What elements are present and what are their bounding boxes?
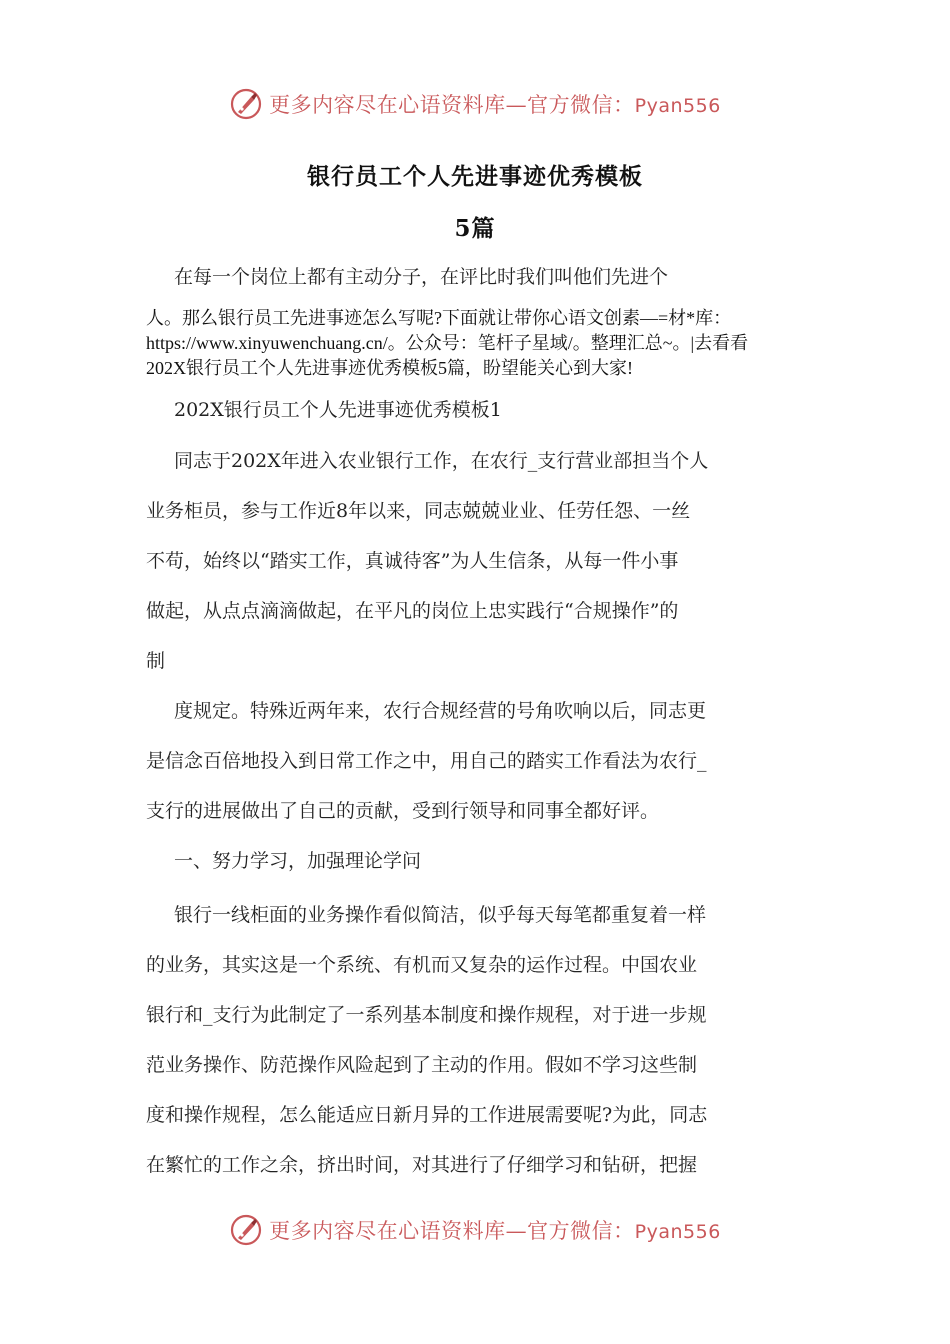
banner-text (269, 89, 721, 119)
intro-line: 202X银行员工个人先进事迹优秀模板5篇，盼望能关心到大家! (146, 358, 633, 378)
paragraph-line: 的业务，其实这是一个系统、有机而又复杂的运作过程。中国农业 (146, 954, 698, 976)
paragraph-line: 度和操作规程，怎么能适应日新月异的工作进展需要呢?为此，同志 (146, 1104, 708, 1126)
intro-first-line: 在每一个岗位上都有主动分子，在评比时我们叫他们先进个 (174, 266, 669, 288)
paragraph-line: 银行和_支行为此制定了一系列基本制度和操作规程，对于进一步规 (146, 1004, 707, 1026)
intro-line-link: https://www.xinyuwenchuang.cn/。公众号：笔杆子星域/。整理汇总~。|去看看 (146, 333, 749, 353)
paragraph-line: 支行的进展做出了自己的贡献，受到行领导和同事全都好评。 (146, 800, 660, 822)
paragraph-line: 度规定。特殊近两年来，农行合规经营的号角吹响以后，同志更 (174, 700, 707, 722)
paragraph-line: 银行一线柜面的业务操作看似简洁，似乎每天每笔都重复着一样 (174, 904, 707, 926)
paragraph-line: 是信念百倍地投入到日常工作之中，用自己的踏实工作看法为农行_ (146, 750, 707, 772)
paragraph-line: 业务柜员，参与工作近8年以来，同志兢兢业业、任劳任怨、一丝 (146, 500, 691, 522)
paragraph-line: 范业务操作、防范操作风险起到了主动的作用。假如不学习这些制 (146, 1054, 698, 1076)
paragraph-line: 在繁忙的工作之余，挤出时间，对其进行了仔细学习和钻研，把握 (146, 1154, 698, 1176)
section-heading-text: 202X银行员工个人先进事迹优秀模板1 (174, 399, 502, 421)
banner-text (269, 1215, 721, 1245)
banner-wechat-handle: Pyan556 (634, 1221, 721, 1243)
pen-nib-logo-icon (229, 1213, 263, 1247)
paragraph-line: 制 (146, 650, 166, 672)
paragraph-line: 同志于202X年进入农业银行工作，在农行_支行营业部担当个人 (174, 450, 709, 472)
banner-wechat-handle: Pyan556 (634, 95, 721, 117)
paragraph-line: 不苟，始终以“踏实工作，真诚待客”为人生信条，从每一件小事 (146, 550, 679, 572)
banner-label: 更多内容尽在心语资料库—官方微信： (269, 93, 635, 117)
subheading-text: 一、努力学习，加强理论学问 (174, 850, 422, 872)
banner-label: 更多内容尽在心语资料库—官方微信： (269, 1219, 635, 1243)
document-title: 银行员工个人先进事迹优秀模板 (307, 163, 643, 190)
footer-banner (0, 1210, 950, 1250)
document-title-count: 5篇 (454, 215, 496, 242)
paragraph-line: 做起，从点点滴滴做起，在平凡的岗位上忠实践行“合规操作”的 (146, 600, 679, 622)
intro-line: 人。那么银行员工先进事迹怎么写呢?下面就让带你心语文创素—=材*库： (146, 308, 732, 328)
header-banner (0, 84, 950, 124)
pen-nib-logo-icon (229, 87, 263, 121)
